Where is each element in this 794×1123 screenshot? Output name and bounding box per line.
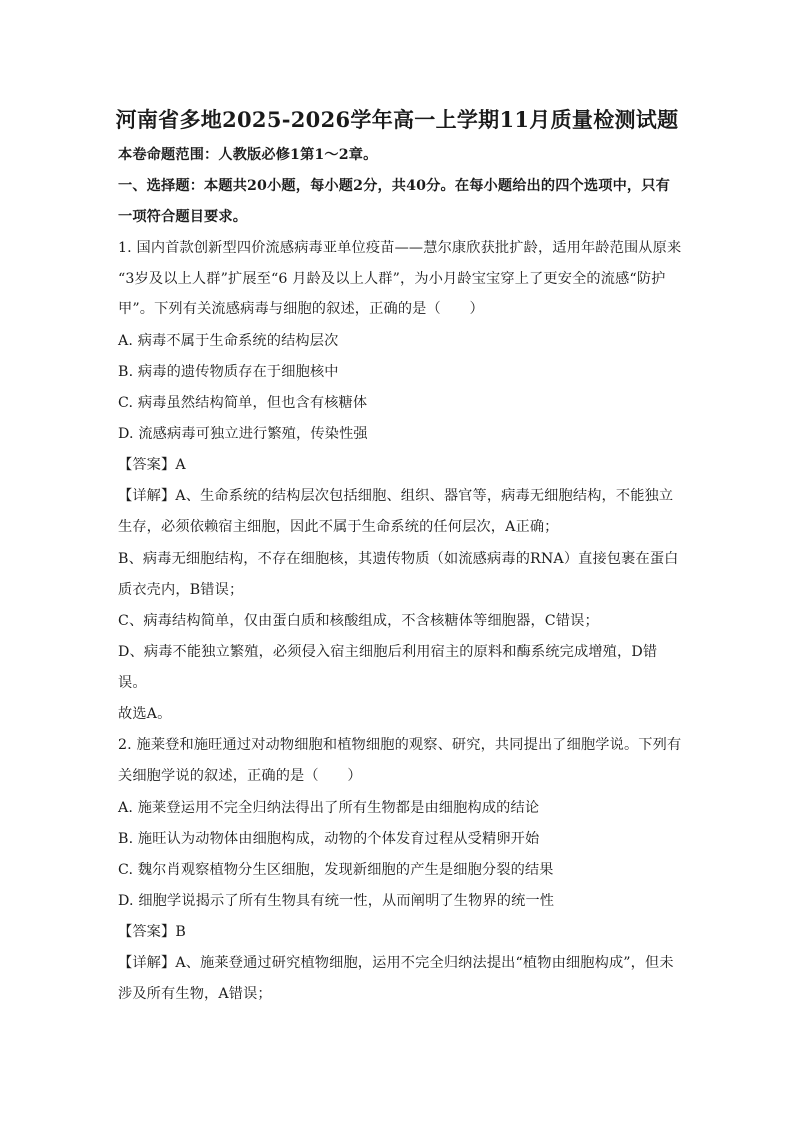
question-2-option-a: A. 施莱登运用不完全归纳法得出了所有生物都是由细胞构成的结论: [118, 800, 540, 816]
section-heading-line-2: 一项符合题目要求。: [118, 209, 248, 225]
question-2-option-d: D. 细胞学说揭示了所有生物具有统一性，从而阐明了生物界的统一性: [118, 893, 555, 909]
question-1-option-c: C. 病毒虽然结构简单，但也含有核糖体: [118, 395, 368, 411]
scope-note: 本卷命题范围：人教版必修1第1～2章。: [118, 147, 378, 163]
question-1-option-b: B. 病毒的遗传物质存在于细胞核中: [118, 364, 339, 380]
question-1-explanation-line-3: B、病毒无细胞结构，不存在细胞核，其遗传物质（如流感病毒的RNA）直接包裹在蛋白: [118, 551, 679, 567]
question-1-explanation-line-7: 误。: [118, 675, 147, 691]
question-1-explanation-line-6: D、病毒不能独立繁殖，必须侵入宿主细胞后利用宿主的原料和酶系统完成增殖，D错: [118, 644, 658, 660]
question-1-stem-line-3: 甲”。下列有关流感病毒与细胞的叙述，正确的是（ ）: [118, 301, 484, 317]
question-2-explanation-line-2: 涉及所有生物，A错误；: [118, 986, 272, 1002]
question-1-explanation-line-4: 质衣壳内，B错误；: [118, 582, 244, 598]
question-2-stem-line-2: 关细胞学说的叙述，正确的是（ ）: [118, 768, 362, 784]
question-1-option-d: D. 流感病毒可独立进行繁殖，传染性强: [118, 426, 368, 442]
question-2-option-b: B. 施旺认为动物体由细胞构成，动物的个体发育过程从受精卵开始: [118, 831, 540, 847]
question-2-option-c: C. 魏尔肖观察植物分生区细胞，发现新细胞的产生是细胞分裂的结果: [118, 862, 554, 878]
document-title: 河南省多地2025-2026学年高一上学期11月质量检测试题: [115, 107, 679, 132]
question-2-explanation-line-1: 【详解】A、施莱登通过研究植物细胞，运用不完全归纳法提出“植物由细胞构成”，但未: [118, 955, 674, 971]
question-1-option-a: A. 病毒不属于生命系统的结构层次: [118, 333, 339, 349]
question-1-stem-line-1: 1. 国内首款创新型四价流感病毒亚单位疫苗——慧尔康欣获批扩龄，适用年龄范围从原来: [118, 240, 682, 256]
question-1-stem-line-2: “3岁及以上人群”扩展至“6 月龄及以上人群”，为小月龄宝宝穿上了更安全的流感“防护: [118, 271, 666, 287]
question-2-stem-line-1: 2. 施莱登和施旺通过对动物细胞和植物细胞的观察、研究，共同提出了细胞学说。下列有: [118, 737, 682, 753]
section-heading-line-1: 一、选择题：本题共20小题，每小题2分，共40分。在每小题给出的四个选项中，只有: [118, 178, 670, 194]
question-1-explanation-line-1: 【详解】A、生命系统的结构层次包括细胞、组织、器官等，病毒无细胞结构，不能独立: [118, 488, 674, 504]
question-1-explanation-line-8: 故选A。: [118, 706, 172, 722]
question-2-answer: 【答案】B: [118, 924, 186, 940]
question-1-answer: 【答案】A: [118, 457, 186, 473]
question-1-explanation-line-5: C、病毒结构简单，仅由蛋白质和核酸组成，不含核糖体等细胞器，C错误；: [118, 613, 599, 629]
question-1-explanation-line-2: 生存，必须依赖宿主细胞，因此不属于生命系统的任何层次，A正确；: [118, 519, 559, 535]
